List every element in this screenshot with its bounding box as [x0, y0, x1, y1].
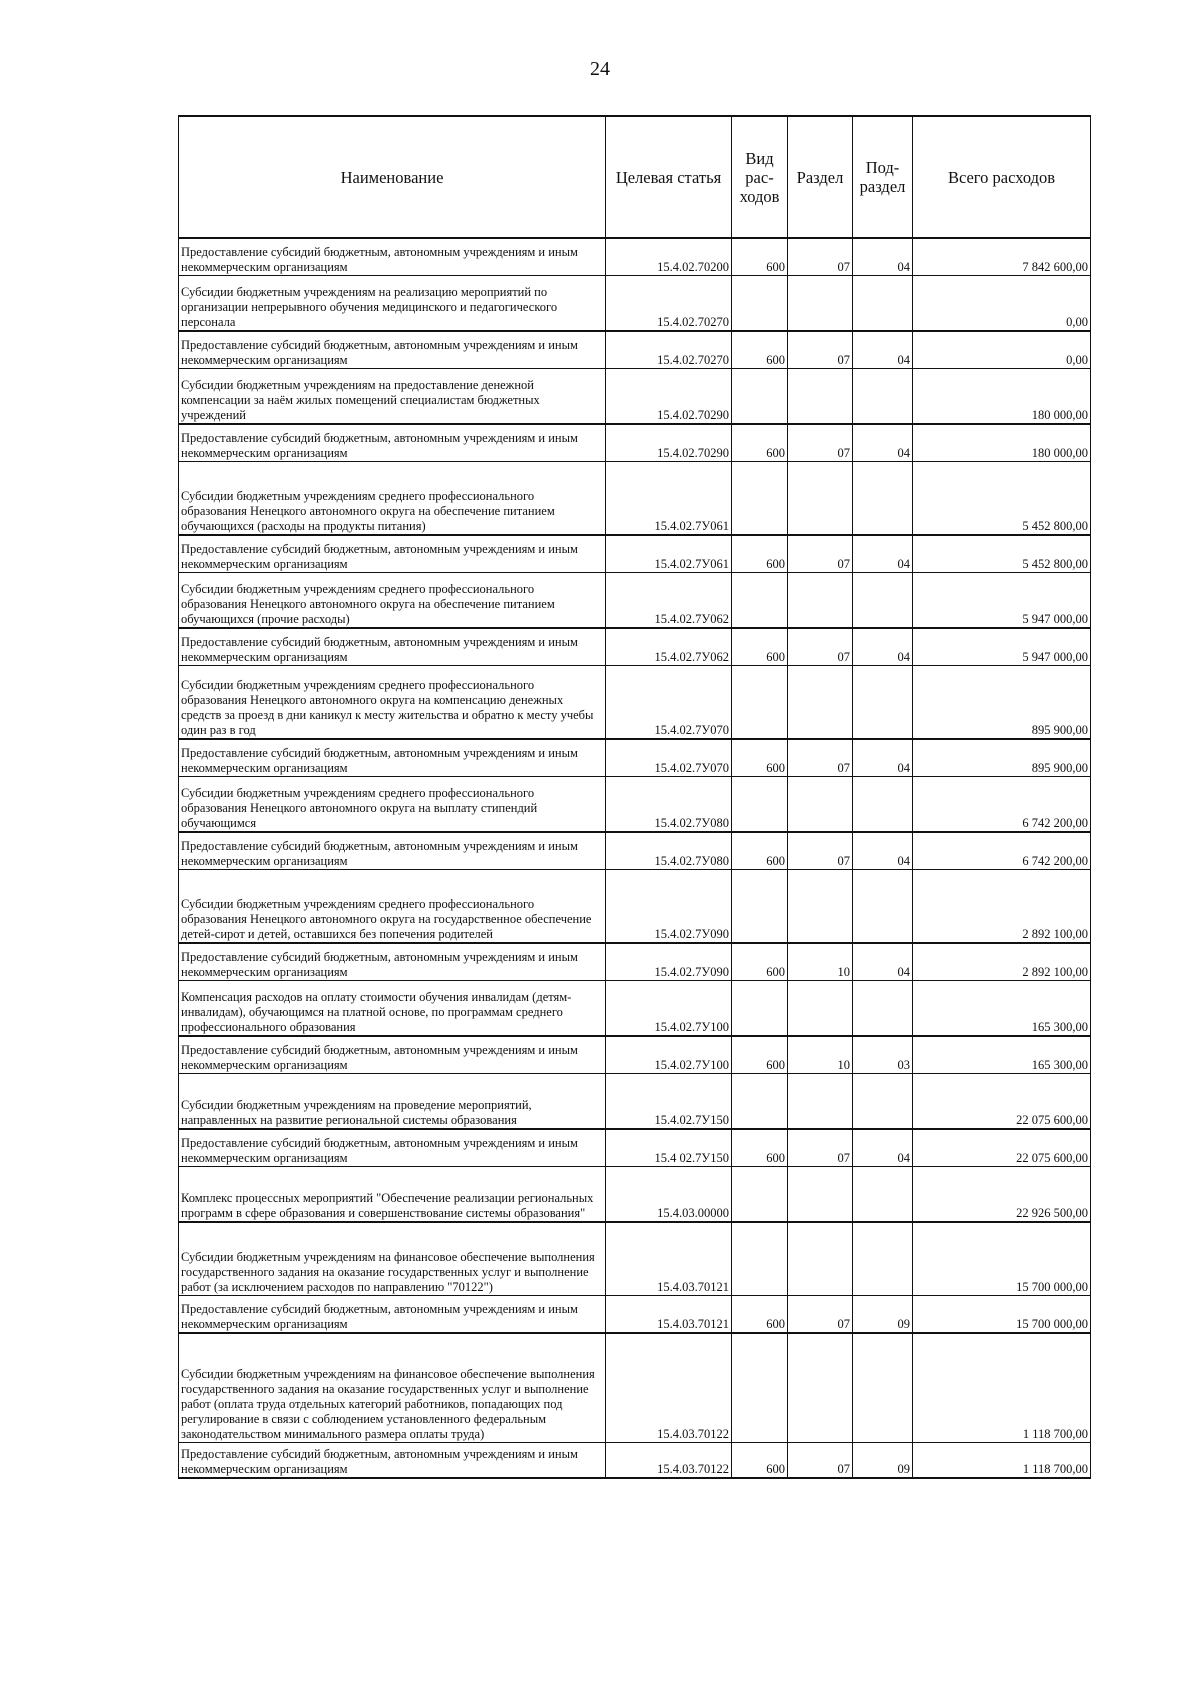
- row-total: 5 947 000,00: [913, 573, 1091, 629]
- row-kind: [732, 1074, 788, 1130]
- row-kind: 600: [732, 1296, 788, 1334]
- row-subsection: 04: [853, 832, 913, 870]
- row-name: Предоставление субсидий бюджетным, автономным учреждениям и иным некоммерческим организациям: [179, 832, 606, 870]
- table-row: [179, 739, 1091, 777]
- row-target: 15.4.02.7У090: [606, 943, 732, 981]
- row-name: Предоставление субсидий бюджетным, автономным учреждениям и иным некоммерческим организациям: [179, 535, 606, 573]
- row-target: 15.4.02.7У100: [606, 981, 732, 1037]
- row-subsection: [853, 462, 913, 536]
- row-name: Субсидии бюджетным учреждениям среднего профессионального образования Ненецкого автономного округа на государственное обеспечение детей-сирот и детей, оставшихся без попечения родителей: [179, 870, 606, 944]
- row-section: [788, 1222, 853, 1296]
- row-section: 07: [788, 331, 853, 369]
- row-total: 2 892 100,00: [913, 943, 1091, 981]
- row-section: [788, 777, 853, 833]
- row-total: 5 947 000,00: [913, 628, 1091, 666]
- row-subsection: [853, 1074, 913, 1130]
- row-total: 22 926 500,00: [913, 1167, 1091, 1223]
- row-target: 15.4.03.00000: [606, 1167, 732, 1223]
- row-total: 6 742 200,00: [913, 777, 1091, 833]
- table-row: [179, 1443, 1091, 1479]
- row-target: 15.4.02.7У061: [606, 462, 732, 536]
- table-row: [179, 535, 1091, 573]
- table-row: [179, 1129, 1091, 1167]
- row-name: Предоставление субсидий бюджетным, автономным учреждениям и иным некоммерческим организациям: [179, 424, 606, 462]
- row-section: 07: [788, 832, 853, 870]
- row-section: 10: [788, 943, 853, 981]
- row-name: Субсидии бюджетным учреждениям на финансовое обеспечение выполнения государственного задания на оказание государственных услуг и выполнение работ (за исключением расходов по направлению "70122"): [179, 1222, 606, 1296]
- row-subsection: 04: [853, 535, 913, 573]
- row-total: 0,00: [913, 276, 1091, 332]
- row-name: Субсидии бюджетным учреждениям на предоставление денежной компенсации за наём жилых помещений специалистам бюджетных учреждений: [179, 369, 606, 425]
- row-section: [788, 276, 853, 332]
- row-kind: 600: [732, 238, 788, 276]
- row-kind: [732, 777, 788, 833]
- row-name: Предоставление субсидий бюджетным, автономным учреждениям и иным некоммерческим организациям: [179, 1443, 606, 1479]
- row-section: 10: [788, 1036, 853, 1074]
- row-target: 15.4.02.70200: [606, 238, 732, 276]
- row-name: Субсидии бюджетным учреждениям на проведение мероприятий, направленных на развитие региональной системы образования: [179, 1074, 606, 1130]
- row-kind: 600: [732, 1443, 788, 1479]
- row-section: 07: [788, 424, 853, 462]
- row-section: 07: [788, 739, 853, 777]
- table-row: [179, 1074, 1091, 1130]
- row-target: 15.4.02.7У061: [606, 535, 732, 573]
- row-kind: [732, 276, 788, 332]
- table-row: [179, 369, 1091, 425]
- row-total: 895 900,00: [913, 739, 1091, 777]
- row-subsection: 09: [853, 1443, 913, 1479]
- row-total: 22 075 600,00: [913, 1129, 1091, 1167]
- row-name: Субсидии бюджетным учреждениям на финансовое обеспечение выполнения государственного задания на оказание государственных услуг и выполнение работ (оплата труда отдельных категорий работников, попадающих под регулирование в связи с соблюдением установленного федеральным законодательством минимального размера оплаты труда): [179, 1333, 606, 1443]
- row-total: 1 118 700,00: [913, 1333, 1091, 1443]
- row-section: 07: [788, 628, 853, 666]
- row-target: 15.4.03.70121: [606, 1222, 732, 1296]
- row-target: 15.4.02.7У080: [606, 832, 732, 870]
- row-total: 180 000,00: [913, 424, 1091, 462]
- table-body: [179, 238, 1091, 1478]
- row-target: 15.4.03.70122: [606, 1443, 732, 1479]
- row-subsection: 09: [853, 1296, 913, 1334]
- row-target: 15.4.02.7У090: [606, 870, 732, 944]
- table-row: [179, 1333, 1091, 1443]
- column-header-target: Целевая статья: [606, 116, 732, 238]
- row-subsection: [853, 1167, 913, 1223]
- row-kind: [732, 462, 788, 536]
- row-kind: 600: [732, 331, 788, 369]
- row-name: Предоставление субсидий бюджетным, автономным учреждениям и иным некоммерческим организациям: [179, 739, 606, 777]
- row-kind: [732, 1333, 788, 1443]
- row-section: [788, 666, 853, 740]
- row-subsection: [853, 276, 913, 332]
- table-row: [179, 870, 1091, 944]
- row-name: Субсидии бюджетным учреждениям среднего профессионального образования Ненецкого автономного округа на компенсацию денежных средств за проезд в дни каникул к месту жительства и обратно к месту учебы один раз в год: [179, 666, 606, 740]
- budget-table: [178, 115, 1091, 1479]
- table-row: [179, 981, 1091, 1037]
- row-section: [788, 1333, 853, 1443]
- row-total: 180 000,00: [913, 369, 1091, 425]
- row-total: 7 842 600,00: [913, 238, 1091, 276]
- row-subsection: 04: [853, 943, 913, 981]
- row-kind: [732, 1167, 788, 1223]
- row-subsection: 04: [853, 331, 913, 369]
- table-row: [179, 628, 1091, 666]
- row-target: 15.4.02.70290: [606, 369, 732, 425]
- row-name: Предоставление субсидий бюджетным, автономным учреждениям и иным некоммерческим организациям: [179, 628, 606, 666]
- column-header-total: Всего расходов: [913, 116, 1091, 238]
- row-kind: [732, 981, 788, 1037]
- row-subsection: [853, 1333, 913, 1443]
- table-row: [179, 238, 1091, 276]
- table-row: [179, 331, 1091, 369]
- row-total: 15 700 000,00: [913, 1296, 1091, 1334]
- row-name: Предоставление субсидий бюджетным, автономным учреждениям и иным некоммерческим организациям: [179, 1129, 606, 1167]
- row-subsection: 04: [853, 238, 913, 276]
- table-row: [179, 666, 1091, 740]
- row-target: 15.4.02.7У070: [606, 739, 732, 777]
- row-name: Предоставление субсидий бюджетным, автономным учреждениям и иным некоммерческим организациям: [179, 238, 606, 276]
- row-name: Предоставление субсидий бюджетным, автономным учреждениям и иным некоммерческим организациям: [179, 331, 606, 369]
- row-kind: 600: [732, 1036, 788, 1074]
- row-section: 07: [788, 535, 853, 573]
- row-target: 15.4.02.7У062: [606, 573, 732, 629]
- row-section: 07: [788, 1129, 853, 1167]
- column-header-subsection: Под-раздел: [853, 116, 913, 238]
- row-total: 0,00: [913, 331, 1091, 369]
- row-kind: 600: [732, 424, 788, 462]
- row-kind: [732, 870, 788, 944]
- row-subsection: [853, 981, 913, 1037]
- column-header-section: Раздел: [788, 116, 853, 238]
- row-kind: 600: [732, 628, 788, 666]
- row-subsection: 04: [853, 1129, 913, 1167]
- row-section: [788, 1074, 853, 1130]
- row-section: [788, 462, 853, 536]
- row-target: 15.4.02.7У080: [606, 777, 732, 833]
- table-row: [179, 1222, 1091, 1296]
- column-header-name: Наименование: [179, 116, 606, 238]
- row-target: 15.4.02.7У062: [606, 628, 732, 666]
- row-subsection: 04: [853, 628, 913, 666]
- row-section: [788, 1167, 853, 1223]
- row-total: 895 900,00: [913, 666, 1091, 740]
- table-row: [179, 1296, 1091, 1334]
- row-target: 15.4.02.7У150: [606, 1074, 732, 1130]
- row-name: Предоставление субсидий бюджетным, автономным учреждениям и иным некоммерческим организациям: [179, 943, 606, 981]
- table-row: [179, 573, 1091, 629]
- row-name: Комплекс процессных мероприятий "Обеспечение реализации региональных программ в сфере образования и совершенствование системы образования": [179, 1167, 606, 1223]
- row-section: [788, 870, 853, 944]
- table-header-row: [179, 116, 1091, 238]
- row-kind: 600: [732, 832, 788, 870]
- page-number: 24: [590, 58, 610, 80]
- row-name: Субсидии бюджетным учреждениям среднего профессионального образования Ненецкого автономного округа на обеспечение питанием обучающихся (прочие расходы): [179, 573, 606, 629]
- row-kind: 600: [732, 943, 788, 981]
- row-kind: 600: [732, 1129, 788, 1167]
- row-subsection: 04: [853, 424, 913, 462]
- row-section: [788, 369, 853, 425]
- table-row: [179, 424, 1091, 462]
- table-row: [179, 832, 1091, 870]
- table-row: [179, 1167, 1091, 1223]
- row-section: 07: [788, 1296, 853, 1334]
- row-kind: [732, 369, 788, 425]
- row-subsection: [853, 369, 913, 425]
- row-section: 07: [788, 238, 853, 276]
- row-subsection: [853, 1222, 913, 1296]
- row-target: 15.4.03.70121: [606, 1296, 732, 1334]
- row-section: 07: [788, 1443, 853, 1479]
- row-total: 2 892 100,00: [913, 870, 1091, 944]
- row-target: 15.4.02.7У100: [606, 1036, 732, 1074]
- table-row: [179, 276, 1091, 332]
- row-name: Предоставление субсидий бюджетным, автономным учреждениям и иным некоммерческим организациям: [179, 1036, 606, 1074]
- row-subsection: [853, 870, 913, 944]
- row-kind: [732, 573, 788, 629]
- row-name: Субсидии бюджетным учреждениям среднего профессионального образования Ненецкого автономного округа на обеспечение питанием обучающихся (расходы на продукты питания): [179, 462, 606, 536]
- row-total: 165 300,00: [913, 1036, 1091, 1074]
- column-header-kind: Вид рас-ходов: [732, 116, 788, 238]
- table-row: [179, 1036, 1091, 1074]
- row-section: [788, 981, 853, 1037]
- row-kind: 600: [732, 739, 788, 777]
- table-row: [179, 462, 1091, 536]
- row-kind: [732, 666, 788, 740]
- row-total: 6 742 200,00: [913, 832, 1091, 870]
- row-kind: [732, 1222, 788, 1296]
- row-name: Субсидии бюджетным учреждениям среднего профессионального образования Ненецкого автономного округа на выплату стипендий обучающимся: [179, 777, 606, 833]
- row-subsection: [853, 777, 913, 833]
- row-name: Субсидии бюджетным учреждениям на реализацию мероприятий по организации непрерывного обучения медицинского и педагогического персонала: [179, 276, 606, 332]
- row-total: 22 075 600,00: [913, 1074, 1091, 1130]
- row-total: 165 300,00: [913, 981, 1091, 1037]
- row-subsection: 03: [853, 1036, 913, 1074]
- row-target: 15.4.02.70270: [606, 331, 732, 369]
- row-name: Предоставление субсидий бюджетным, автономным учреждениям и иным некоммерческим организациям: [179, 1296, 606, 1334]
- row-target: 15.4.02.70270: [606, 276, 732, 332]
- row-target: 15.4.03.70122: [606, 1333, 732, 1443]
- row-kind: 600: [732, 535, 788, 573]
- row-target: 15.4 02.7У150: [606, 1129, 732, 1167]
- row-total: 1 118 700,00: [913, 1443, 1091, 1479]
- row-subsection: 04: [853, 739, 913, 777]
- row-target: 15.4.02.7У070: [606, 666, 732, 740]
- table-row: [179, 777, 1091, 833]
- row-total: 5 452 800,00: [913, 462, 1091, 536]
- row-total: 15 700 000,00: [913, 1222, 1091, 1296]
- row-target: 15.4.02.70290: [606, 424, 732, 462]
- row-subsection: [853, 573, 913, 629]
- table-row: [179, 943, 1091, 981]
- row-subsection: [853, 666, 913, 740]
- row-section: [788, 573, 853, 629]
- row-total: 5 452 800,00: [913, 535, 1091, 573]
- row-name: Компенсация расходов на оплату стоимости обучения инвалидам (детям-инвалидам), обучающимся на платной основе, по программам среднего профессионального образования: [179, 981, 606, 1037]
